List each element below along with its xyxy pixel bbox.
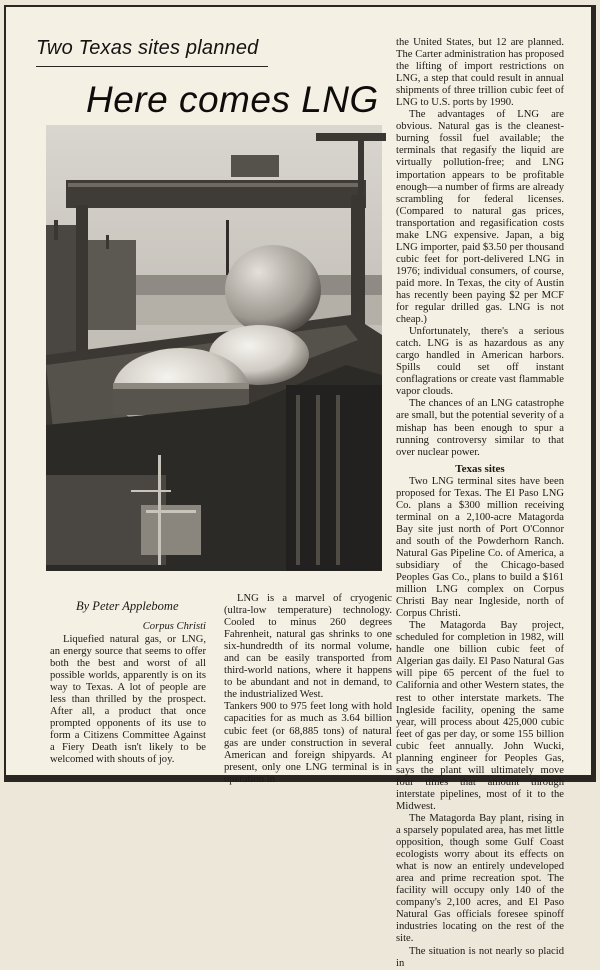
dateline: Corpus Christi bbox=[142, 621, 206, 632]
paragraph: The advantages of LNG are obvious. Natural gas is the cleanest-burning fossil fuel available; the terminals that regasify the liquid are virtually pollution-free; and LNG importation appears to be profitable enough—a number of firms are already scrambling for federal licenses. (Compared to natural gas prices, transportation and regasification costs make LNG expensive. Japan, a big LNG importer, paid $3.50 per thousand cubic feet for port-delivered LNG in 1976; individual consumers, of course, paid more. In Texas, the city of Austin has recently been paying $2 per MCF for regular drilled gas. LNG is not cheap.) bbox=[396, 109, 564, 326]
lng-tanker-photo bbox=[46, 125, 382, 571]
column-middle bbox=[224, 593, 392, 786]
paragraph: LNG is a marvel of cryogenic (ultra-low temperature) technology. Cooled to minus 260 degrees Fahrenheit, natural gas shrinks to one six-hundredth of its normal volume, and can be easily transported from third-world nations, where it happens to be abundant and not in demand, to the industrialized West. bbox=[224, 593, 392, 701]
paragraph: The Matagorda Bay plant, rising in a sparsely populated area, has met little opposition, though some Gulf Coast ecologists worry about its effects on what is now an entirely undeveloped area and prime recreation spot. The facility will occupy only 140 of the company's 2,100 acres, and El Paso Natural Gas officials foresee spinoff industries locating on the rest of the site. bbox=[396, 813, 564, 945]
column-left bbox=[50, 634, 206, 767]
paragraph: Two LNG terminal sites have been proposed for Texas. The El Paso LNG Co. plans a $300 million receiving terminal on a 2,100-acre Matagorda Bay site just north of Port O'Connor and south of the Powderhorn Ranch. Natural Gas Pipeline Co. of America, a subsidiary of the Chicago-based Peoples Gas Co., plans to build a $161 million LNG complex on Corpus Christi Bay near Ingleside, north of Corpus Christi. bbox=[396, 475, 564, 620]
paragraph: The Matagorda Bay project, scheduled for completion in 1982, will handle one billion cubic feet of Algerian gas daily. El Paso Natural Gas will pipe 65 percent of the fuel to California and other Western states, the rest to other interstate markets. The Ingleside facility, opening the same year, will process about 425,000 cubic feet of gas per day, or some 155 billion cubic feet annually. John Wucki, planning engineer for Peoples Gas, says the plant will ultimately move four times that amount through interstate pipelines, most of it to the Midwest. bbox=[396, 620, 564, 812]
article-headline: Here comes LNG bbox=[86, 79, 379, 120]
paragraph: Unfortunately, there's a serious catch. LNG is as hazardous as any cargo handled in American harbors. Spills could set off instant conflagrations or create vast flammable vapor clouds. bbox=[396, 326, 564, 398]
paragraph: The chances of an LNG catastrophe are small, but the potential severity of a mishap has been enough to spur a running controversy similar to that over nuclear power. bbox=[396, 398, 564, 458]
paragraph: Tankers 900 to 975 feet long with hold capacities for as much as 3.64 billion cubic feet (or 68,885 tons) of natural gas are under construction in several American and foreign shipyards. At present, only one LNG terminal is in operation in bbox=[224, 701, 392, 785]
byline: By Peter Applebome bbox=[76, 599, 179, 613]
paragraph: The situation is not nearly so placid in bbox=[396, 945, 564, 969]
section-subhead: Texas sites bbox=[455, 462, 505, 475]
article-kicker: Two Texas sites planned bbox=[36, 37, 259, 59]
magazine-page bbox=[4, 5, 596, 969]
paragraph: Liquefied natural gas, or LNG, an energy source that seems to offer both the best and worst of all possible worlds, apparently is on its way to Texas. A lot of people are less than thrilled by the prospect. After all, a product that once prompted opponents of its use to form a Citizens Committee Against a Fiery Death isn't likely to be welcomed with shouts of joy. bbox=[50, 634, 206, 766]
paragraph: the United States, but 12 are planned. The Carter administration has proposed the lifting of import restrictions on LNG, a step that could result in annual shipments of three trillion cubic feet of LNG to U.S. ports by 1990. bbox=[396, 37, 564, 109]
column-right bbox=[396, 37, 564, 970]
kicker-rule bbox=[36, 66, 268, 67]
